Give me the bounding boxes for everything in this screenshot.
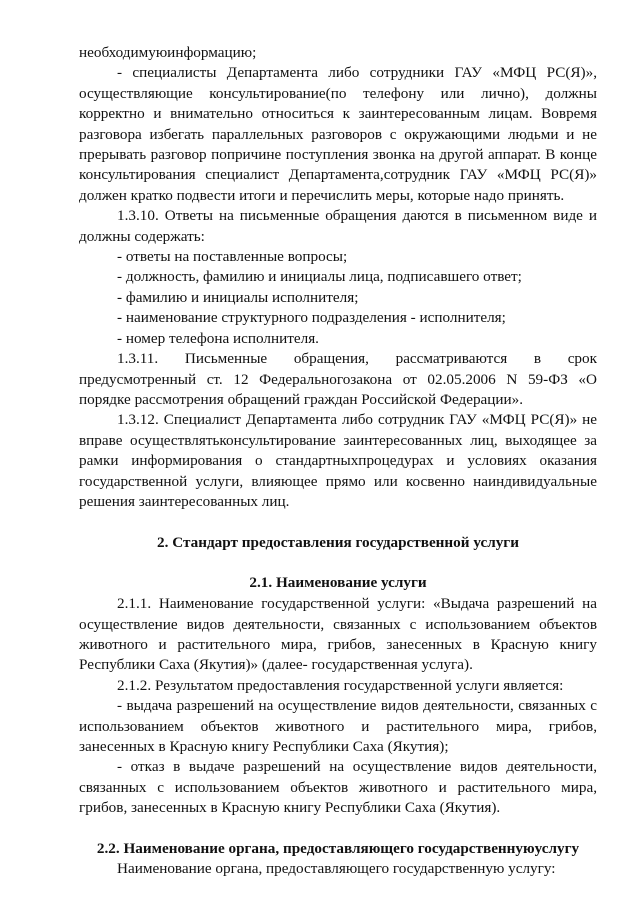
list-item: - фамилию и инициалы исполнителя;: [117, 288, 359, 306]
document-body: [79, 43, 597, 879]
subsection-heading: 2.2. Наименование органа, предоставляющего государственнуюуслугу: [96, 839, 580, 857]
list-item: - должность, фамилию и инициалы лица, подписавшего ответ;: [117, 268, 522, 286]
list-item: - номер телефона исполнителя.: [117, 329, 319, 347]
paragraph: 2.1.1. Наименование государственной услуги: «Выдача разрешений на осуществление видов деятельности, связанных с использованием объектов животного и растительного мира, грибов, занесенных в Красную книгу Республики Саха (Якутия)» (далее- государственная услуга).: [79, 595, 597, 674]
paragraph: Наименование органа, предоставляющего государственную услугу:: [117, 860, 556, 878]
paragraph: 2.1.2. Результатом предоставления государственной услуги является:: [117, 676, 564, 694]
paragraph: 1.3.12. Специалист Департамента либо сотрудник ГАУ «МФЦ РС(Я)» не вправе осуществлятьконсультирование заинтересованных лиц, выходящее за рамки информирования о стандартныхпроцедурах и условиях оказания государственной услуги, влияющее прямо или косвенно наиндивидуальные решения заинтересованных лиц.: [79, 411, 597, 510]
list-item: - наименование структурного подразделения - исполнителя;: [117, 309, 506, 327]
subsection-heading: 2.1. Наименование услуги: [249, 573, 427, 591]
list-item: - выдача разрешений на осуществление видов деятельности, связанных с использованием объектов животного и растительного мира, грибов, занесенных в Красную книгу Республики Саха (Якутия);: [79, 697, 597, 755]
paragraph: 1.3.11. Письменные обращения, рассматриваются в срок предусмотренный ст. 12 Федеральногозакона от 02.05.2006 N 59-ФЗ «О порядке рассмотрения обращений граждан Российской Федерации».: [79, 350, 597, 408]
list-item: - отказ в выдаче разрешений на осуществление видов деятельности, связанных с использованием объектов животного и растительного мира, грибов, занесенных в Красную книгу Республики Саха (Якутия).: [79, 758, 597, 817]
section-heading: 2. Стандарт предоставления государственной услуги: [157, 534, 519, 552]
paragraph: необходимуюинформацию;: [79, 44, 257, 61]
list-item: - ответы на поставленные вопросы;: [117, 248, 348, 266]
paragraph: 1.3.10. Ответы на письменные обращения даются в письменном виде и должны содержать:: [79, 207, 597, 245]
paragraph: - специалисты Департамента либо сотрудники ГАУ «МФЦ РС(Я)», осуществляющие консультирование(по телефону или лично), должны корректно и внимательно относиться к заинтересованным лицам. Вовремя разговора избегать параллельных разговоров с окружающими людьми и не прерывать разговор попричине поступления звонка на другой аппарат. В конце консультирования специалист Департамента,сотрудник ГАУ «МФЦ РС(Я)» должен кратко подвести итоги и перечислить меры, которые надо принять.: [79, 64, 597, 204]
